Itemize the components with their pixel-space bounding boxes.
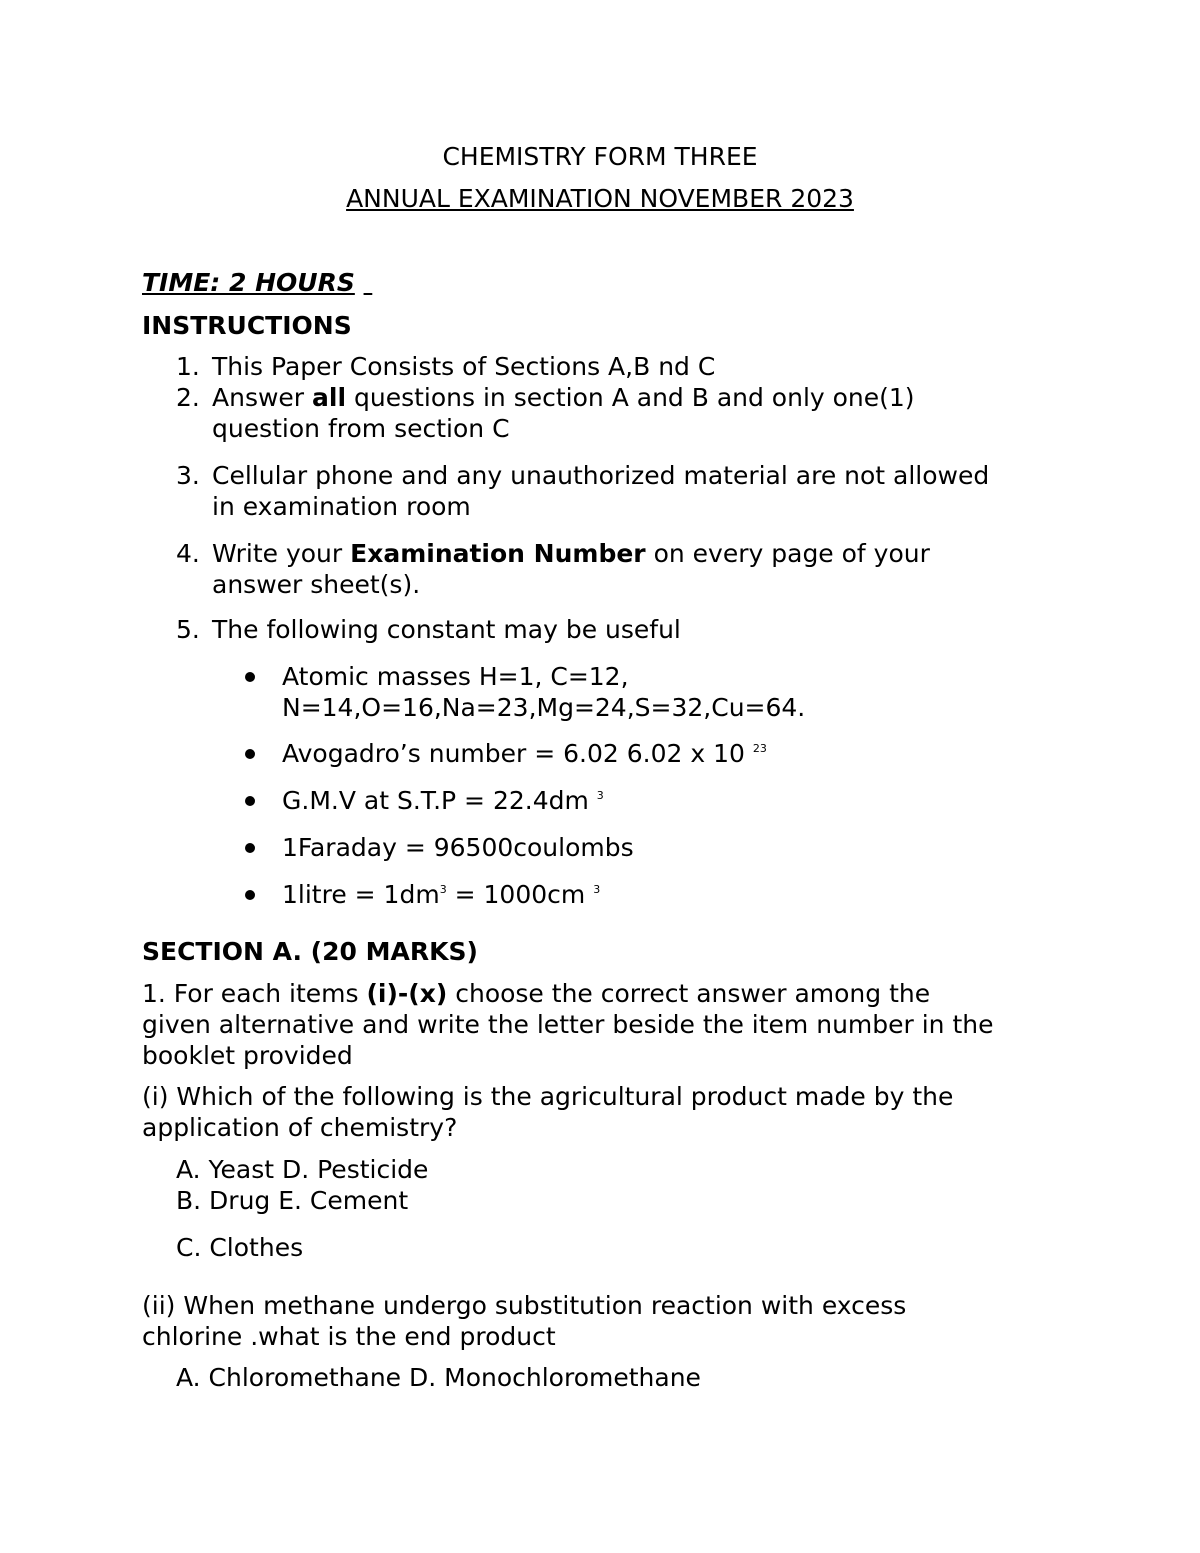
instruction-5-text: The following constant may be useful	[212, 615, 681, 644]
constant-atomic-masses-line2: N=14,O=16,Na=23,Mg=24,S=32,Cu=64.	[282, 693, 806, 722]
instruction-3-number: 3.	[176, 461, 200, 490]
exam-time	[142, 267, 372, 298]
bullet-icon	[245, 796, 255, 806]
superscript: 3	[593, 883, 601, 896]
bullet-icon	[245, 890, 255, 900]
section-a-intro: 1. For each items (i)-(x) choose the correct answer among the	[142, 979, 931, 1008]
constant-gmv: G.M.V at S.T.P = 22.4dm $^3$	[282, 786, 604, 815]
instruction-1-number: 1.	[176, 352, 200, 381]
constant-litre: 1litre = $1dm^3 = 1000cm$ $^3$	[282, 880, 601, 909]
constant-avogadro: Avogadro’s number = 6.02 6.02 x 10 $^{23}$	[282, 739, 767, 768]
question-i-option-line: A. Yeast D. Pesticide	[176, 1155, 429, 1184]
question-ii-line2: chlorine .what is the end product	[142, 1322, 556, 1351]
instruction-4-text: Write your Examination Number on every page of your	[212, 539, 930, 568]
instruction-2-bold: all	[312, 383, 347, 412]
instruction-2-text: Answer all questions in section A and B and only one(1)	[212, 383, 915, 412]
bullet-icon	[245, 672, 255, 682]
instruction-4-number: 4.	[176, 539, 200, 568]
section-a-heading: SECTION A. (20 MARKS)	[142, 937, 478, 966]
question-i-option-line: B. Drug E. Cement	[176, 1186, 409, 1215]
superscript: 3	[596, 789, 604, 802]
constant-atomic-masses: Atomic masses H=1, C=12,	[282, 662, 629, 691]
exam-subtitle: ANNUAL EXAMINATION NOVEMBER 2023	[346, 184, 854, 213]
constant-faraday: 1Faraday = 96500coulombs	[282, 833, 634, 862]
instruction-1-text: This Paper Consists of Sections A,B nd C	[212, 352, 716, 381]
instruction-4-bold: Examination Number	[350, 539, 646, 568]
bullet-icon	[245, 749, 255, 759]
section-a-intro-bold: (i)-(x)	[366, 979, 448, 1008]
instructions-heading: INSTRUCTIONS	[142, 311, 352, 340]
exam-time-text: TIME: 2 HOURS	[142, 268, 355, 297]
instruction-2-number: 2.	[176, 383, 200, 412]
question-ii: (ii) When methane undergo substitution reaction with excess	[142, 1291, 907, 1320]
section-a-intro-line2: given alternative and write the letter beside the item number in the	[142, 1010, 994, 1039]
question-i-line2: application of chemistry?	[142, 1113, 458, 1142]
bullet-icon	[245, 843, 255, 853]
question-i-option-line: C. Clothes	[176, 1233, 304, 1262]
superscript: 23	[752, 742, 767, 755]
instruction-2-line2: question from section C	[212, 414, 510, 443]
instruction-4-line2: answer sheet(s).	[212, 570, 421, 599]
instruction-3-line2: in examination room	[212, 492, 471, 521]
question-i: (i) Which of the following is the agricultural product made by the	[142, 1082, 954, 1111]
superscript: 3	[439, 883, 447, 896]
question-ii-option-line: A. Chloromethane D. Monochloromethane	[176, 1363, 701, 1392]
instruction-3-text: Cellular phone and any unauthorized material are not allowed	[212, 461, 990, 490]
exam-title: CHEMISTRY FORM THREE	[442, 142, 758, 171]
section-a-intro-line3: booklet provided	[142, 1041, 353, 1070]
instruction-5-number: 5.	[176, 615, 200, 644]
